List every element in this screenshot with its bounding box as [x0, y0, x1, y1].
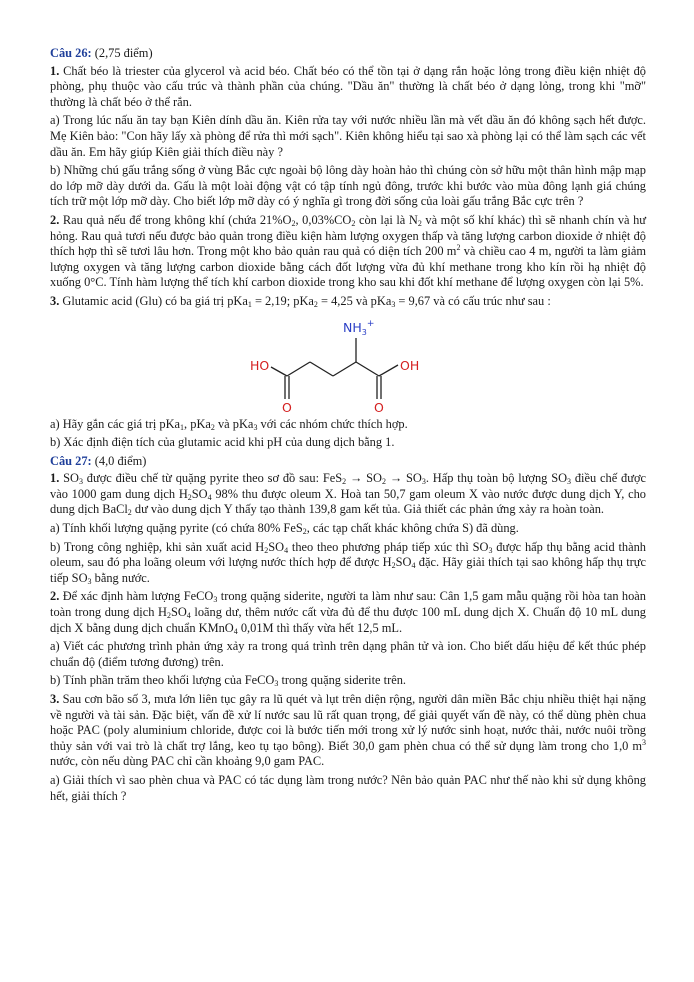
question-26-heading [50, 46, 646, 62]
glutamic-acid-structure [235, 313, 475, 415]
question-27-points: (4,0 điểm) [94, 453, 147, 468]
carbonyl-o-left: O [282, 399, 292, 415]
q27-part2-a: a) Viết các phương trình phản ứng xảy ra trong quá trình trên dạng phân tử và ion. Cho biết dấu hiệu để kết thúc phép chuẩn độ (điểm tương đương) trên. [50, 639, 646, 669]
q27-part2-intro: 2. Để xác định hàm lượng FeCO$_3$ trong quặng siderite, người ta làm như sau: Cân 1,5 gam mẫu quặng rồi hòa tan hoàn toàn trong dung dịch $H_2SO_4$ loãng dư, thêm nước cất vừa đủ để thu được 100 mL dung dịch X. Chuẩn độ 10 mL dung dịch X bằng dung dịch chuẩn KMnO$_4$ 0,01M thì thấy vừa hết 12,5 mL. [50, 589, 646, 636]
carbonyl-o-right: O [374, 399, 384, 415]
q26-part2: 2. Rau quả nếu để trong không khí (chứa $21\%O_2$, $0,03\%CO_2$ còn lại là $N_2$ và một số khí khác) thì sẽ nhanh chín và hư hỏng. Rau quả tươi nếu được bảo quản trong điều kiện hàm lượng oxygen thấp và tăng lượng carbon dioxide ở nhiệt độ thích hợp thì sẽ tươi lâu hơn. Trong một kho bảo quản rau quả có diện tích 200 $m^2$ và chiều cao 4 m, người ta làm giảm lượng oxygen và tăng lượng carbon dioxide bằng cách đốt lượng vừa đủ khí methane trong kho kín rồi hạ nhiệt độ xuống 0°C. Tính hàm lượng thể tích khí carbon dioxide trong kho sau khi đốt khí methane để lượng oxygen còn lại 5%. [50, 212, 646, 290]
question-26-title: Câu 26: [50, 46, 92, 60]
oh-label: OH [400, 357, 420, 373]
q26-part3-intro: 3. Glutamic acid (Glu) có ba giá trị pKa$_1$ = 2,19; pKa$_2$ = 4,25 và pKa$_3$ = 9,67 và có cấu trúc như sau : [50, 293, 551, 309]
q26-part1-a: a) Trong lúc nấu ăn tay bạn Kiên dính dầu ăn. Kiên rửa tay với nước nhiều lần mà vết dầu ăn đó không sạch hết được. Mẹ Kiên bảo: "Con hãy lấy xà phòng để rửa thì mới sạch". Kiên không hiểu tại sao xà phòng lại có thể làm sạch các vết dầu ăn. Em hãy giúp Kiên giải thích điều này ? [50, 113, 646, 159]
q27-part1-intro: 1. $SO_3$ được điều chế từ quặng pyrite theo sơ đồ sau: $FeS_2 \to SO_2 \to SO_3$. Hấp thụ toàn bộ lượng $SO_3$ điều chế được vào 1000 gam dung dịch $H_2SO_4$ 98% thu được oleum X. Hoà tan 50,7 gam oleum X vào nước được dung dịch Y, cho dung dịch BaCl$_2$ dư vào dung dịch Y thấy tạo thành 139,8 gam kết tủa. Giả thiết các phản ứng xảy ra hoàn toàn. [50, 471, 646, 518]
bond-c2-c3 [310, 362, 333, 376]
q27-part1-b: b) Trong công nghiệp, khi sản xuất acid $H_2SO_4$ theo theo phương pháp tiếp xúc thì $SO_3$ được hấp thụ bằng acid thành oleum, sau đó pha loãng oleum với lượng nước thích hợp để được $H_2SO_4$ đặc. Hãy giải thích tại sao không hấp thụ trực tiếp $SO_3$ bằng nước. [50, 539, 646, 586]
q27-part2-b: b) Tính phần trăm theo khối lượng của FeCO$_3$ trong quặng siderite trên. [50, 673, 407, 689]
bond-c5-oh [379, 365, 398, 376]
question-27-heading [50, 454, 646, 470]
bond-o-c1 [271, 367, 287, 376]
bond-c3-c4 [333, 362, 356, 376]
nh3-label: $NH_3^+$ [343, 318, 375, 337]
bond-c4-c5 [356, 362, 379, 376]
q26-part1-b: b) Những chú gấu trắng sống ở vùng Bắc cực ngoài bộ lông dày hoàn hảo thì chúng còn sở hữu một thân hình mập mạp do lớp mỡ dày dưới da. Gấu là một loài động vật có tập tính ngủ đông, trước khi bước vào mùa đông lạnh giá chúng tích trữ một lớp mỡ dày. Cho biết lớp mỡ dày có ý nghĩa gì trong đời sống của loài gấu trắng Bắc cực trên ? [50, 163, 646, 209]
q27-part1-a: a) Tính khối lượng quặng pyrite (có chứa 80% FeS$_2$, các tạp chất khác không chứa S) đã dùng. [50, 521, 519, 537]
bond-c1-c2 [287, 362, 310, 376]
q27-part3-a: a) Giải thích vì sao phèn chua và PAC có tác dụng làm trong nước? Nên bảo quản PAC như thế nào khi sử dụng không hết, giải thích ? [50, 772, 646, 803]
question-27-title: Câu 27: [50, 453, 92, 468]
ho-label: HO [250, 357, 270, 373]
question-26-points: (2,75 điểm) [94, 46, 153, 60]
q27-part3-intro: 3. Sau cơn bão số 3, mưa lớn liên tục gây ra lũ quét và lụt trên diện rộng, người dân miền Bắc chịu nhiều thiệt hại nặng về người và tài sản. Đặc biệt, vấn đề xử lí nước sau lũ rất quan trọng, để giải quyết vấn đề này, có thể dùng phèn chua hoặc PAC (poly aluminium chloride, được coi là bước tiến mới trong xử lý nước sinh hoạt, nước thải, nước nuôi trồng thủy sản với vai trò là chất trợ lắng, keo tụ tạo bông). Biết 30,0 gam phèn chua có thể sử dụng làm trong cho 1,0 $m^3$ nước, còn nếu dùng PAC chỉ cần khoảng 9,0 gam PAC. [50, 692, 646, 769]
q26-part3-a: a) Hãy gắn các giá trị pKa$_1$, pKa$_2$ và pKa$_3$ với các nhóm chức thích hợp. [50, 416, 408, 432]
q26-part3-b: b) Xác định điện tích của glutamic acid khi pH của dung dịch bằng 1. [50, 435, 395, 450]
q26-part1-intro: 1. Chất béo là triester của glycerol và acid béo. Chất béo có thể tồn tại ở dạng rắn hoặc lỏng trong điều kiện nhiệt độ phòng, phụ thuộc vào cấu trúc và thành phần của chúng. "Dầu ăn" thường là chất béo ở dạng lỏng, trong khi "mỡ" thường là chất béo ở thể rắn. [50, 63, 646, 109]
exam-page [50, 46, 646, 807]
